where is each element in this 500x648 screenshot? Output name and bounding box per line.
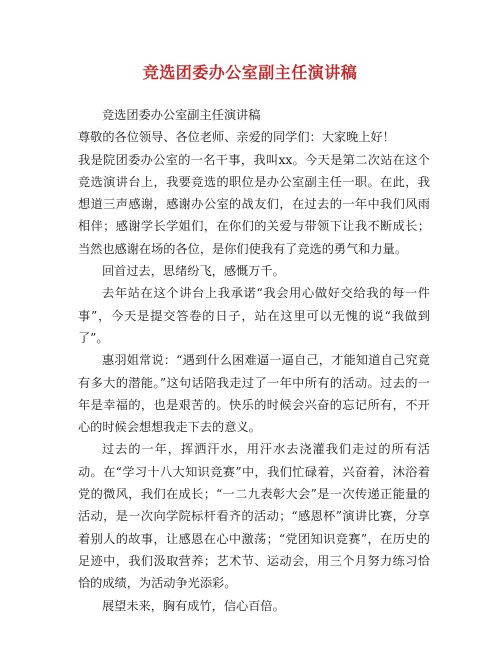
paragraph-outlook: 展望未来，胸有成竹，信心百倍。 <box>102 598 285 613</box>
paragraph-promise: 去年站在这个讲台上我承诺“我会用心做好交给我的每一件事”，今天是提交答卷的日子，站在这里可以无愧的说“我做到了”。 <box>78 286 430 345</box>
document-subtitle: 竞选团委办公室副主任演讲稿 <box>102 108 261 122</box>
document-title: 竞选团委办公室副主任演讲稿 <box>142 63 358 82</box>
document-body <box>78 104 430 617</box>
paragraph-introduction: 我是院团委办公室的一名干事，我叫xx。今天是第二次站在这个竞选演讲台上，我要竞选的职位是办公室副主任一职。在此，我想道三声感谢，感谢办公室的战友们，在过去的一年中我们风雨相伴；感谢学长学姐们，在你们的关爱与带领下让我不断成长；当然也感谢在场的各位，是你们使我有了竞选的勇气和力量。 <box>78 152 430 256</box>
paragraph-reflection: 回首过去，思绪纷飞，感慨万千。 <box>102 264 285 279</box>
paragraph-activities: 过去的一年，挥洒汗水，用汗水去浇灌我们走过的所有活动。在“学习十八大知识竞赛”中，我们忙碌着，兴奋着，沐浴着党的微风，我们在成长；“一二九表彰大会”是一次传递正能量的活动，是一次向学院标杆看齐的活动；“感恩杯”演讲比赛，分享着别人的故事，让感恩在心中激荡；“党团知识竞赛”，在历史的足迹中，我们汲取营养；艺术节、运动会，用三个月努力练习恰恰的成绩，为活动争光添彩。 <box>78 442 430 591</box>
paragraph-quote: 惠羽姐常说：“遇到什么困难逼一逼自己，才能知道自己究竟有多大的潜能。”这句话陪我走过了一年中所有的活动。过去的一年是幸福的，也是艰苦的。快乐的时候会兴奋的忘记所有，不开心的时候会想想我走下去的意义。 <box>78 353 430 435</box>
paragraph-greeting: 尊敬的各位领导、各位老师、亲爱的同学们：大家晚上好！ <box>78 130 395 145</box>
